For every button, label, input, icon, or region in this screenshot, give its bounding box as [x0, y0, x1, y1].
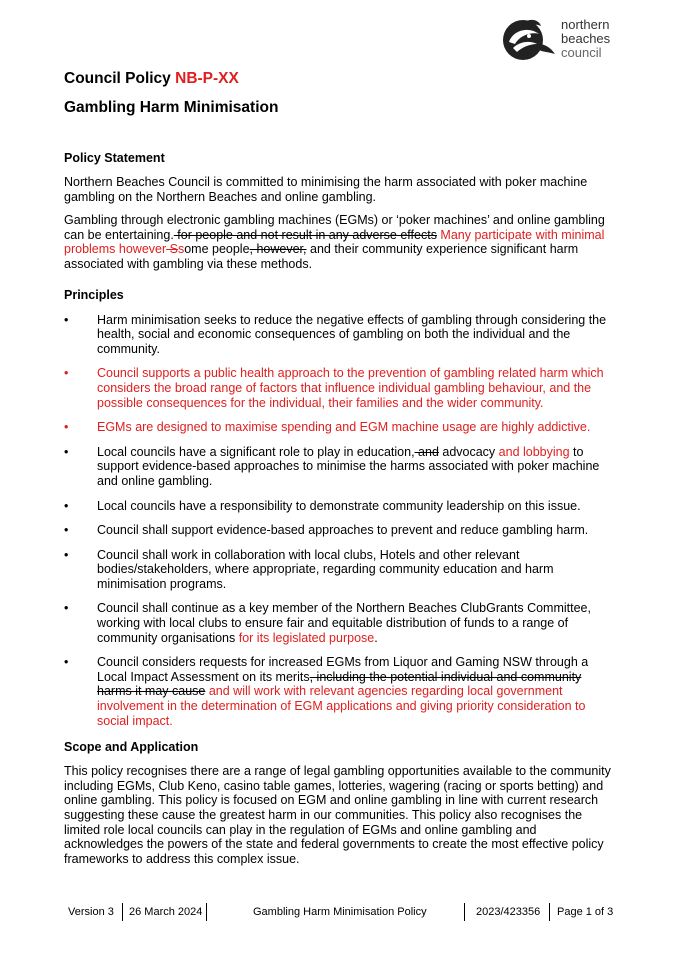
p2-deleted-3: , however,: [249, 242, 307, 257]
bullet-dot-icon: •: [64, 366, 69, 381]
policy-statement-p1: Northern Beaches Council is committed to minimising the harm associated with poker machine gambling on the Northern Beaches and online gambling.: [64, 175, 588, 204]
principle-5: Local councils have a responsibility to demonstrate community leadership on this issue.: [97, 498, 581, 513]
list-item: [64, 420, 612, 435]
bullet-dot-icon: •: [64, 444, 69, 459]
principle-4b: advocacy: [438, 444, 496, 459]
principle-8b: .: [374, 630, 378, 645]
footer-divider: [549, 903, 550, 921]
footer-divider: [122, 903, 123, 921]
principle-4-deleted: and: [414, 444, 439, 459]
principle-4-inserted: and lobbying: [495, 444, 570, 459]
bullet-dot-icon: •: [64, 420, 69, 435]
list-item: [64, 445, 612, 489]
list-item: [64, 313, 612, 357]
principle-7: Council shall work in collaboration with local clubs, Hotels and other relevant bodies/stakeholders, where appropriate, regarding community education and harm minimisation programs.: [97, 547, 554, 591]
principle-1: Harm minimisation seeks to reduce the negative effects of gambling through considering the health, social and economic consequences of gambling on both the individual and the community.: [97, 312, 607, 356]
list-item: [64, 601, 612, 645]
principle-9-deleted: , including the potential individual and community harms it may cause: [97, 669, 582, 699]
principle-4a: Local councils have a significant role to play in education,: [97, 444, 415, 459]
logo-wordmark: [561, 18, 610, 60]
logo-line-3: council: [561, 45, 602, 60]
p2-text-a: Gambling through electronic gambling machines (EGMs) or ‘poker machines’ and online gambling can be entertaining.: [64, 213, 605, 242]
p2-deleted-2: S: [166, 242, 178, 257]
footer-doc-title: Gambling Harm Minimisation Policy: [253, 906, 427, 918]
policy-subtitle: Gambling Harm Minimisation: [64, 99, 279, 116]
bullet-dot-icon: •: [64, 523, 69, 538]
bullet-dot-icon: •: [64, 601, 69, 616]
p2-inserted-2: s: [177, 242, 185, 257]
bullet-dot-icon: •: [64, 498, 69, 513]
page-title: [64, 70, 612, 88]
footer-divider: [464, 903, 465, 921]
principles-heading: Principles: [64, 287, 124, 302]
principle-2: Council supports a public health approach to the prevention of gambling related harm which considers the broad range of factors that influence individual gambling behaviour, and the possible consequences for the individual, their families and the wider community.: [97, 366, 604, 410]
principles-list: [64, 313, 612, 729]
logo-line-1: northern: [561, 17, 610, 32]
list-item: [64, 523, 612, 538]
list-item: [64, 366, 612, 410]
bullet-dot-icon: •: [64, 547, 69, 562]
title-prefix: Council Policy: [64, 70, 171, 87]
p2-inserted-1: Many participate with minimal problems however: [64, 227, 605, 257]
principle-8-inserted: for its legislated purpose: [235, 630, 375, 645]
p2-text-c: and their community experience significant harm associated with gambling via these methods.: [64, 242, 579, 271]
footer-page: Page 1 of 3: [557, 906, 614, 918]
footer-ref: 2023/423356: [476, 906, 541, 918]
bullet-dot-icon: •: [64, 655, 69, 670]
principle-9-inserted: and will work with relevant agencies regarding local government involvement in the determination of EGM applications and giving priority consideration to social impact.: [97, 684, 586, 728]
footer-divider: [206, 903, 207, 921]
footer-date: 26 March 2024: [129, 906, 203, 918]
principle-8a: Council shall continue as a key member of the Northern Beaches ClubGrants Committee, working with local clubs to ensure fair and equitable distribution of funds to a range of community organisations: [97, 601, 591, 645]
policy-statement-p2: [64, 213, 612, 271]
list-item: [64, 499, 612, 514]
p2-text-b: ome people: [184, 242, 250, 257]
scope-heading: Scope and Application: [64, 740, 199, 755]
nb-council-logo-icon: [499, 14, 557, 64]
council-logo: [499, 14, 659, 66]
principle-6: Council shall support evidence-based approaches to prevent and reduce gambling harm.: [97, 523, 589, 538]
page-footer: [64, 903, 624, 923]
document-body: [64, 70, 612, 866]
principle-4c: to support evidence-based approaches to minimise the harms associated with poker machine and online gambling.: [97, 444, 600, 488]
bullet-dot-icon: •: [64, 312, 69, 327]
footer-version: Version 3: [68, 906, 114, 918]
policy-statement-heading: Policy Statement: [64, 151, 165, 165]
logo-line-2: beaches: [561, 31, 611, 46]
p2-deleted-1: for people and not result in any adverse effects: [173, 227, 437, 242]
principle-3: EGMs are designed to maximise spending and EGM machine usage are highly addictive.: [97, 420, 591, 435]
list-item: [64, 655, 612, 728]
principle-9a: Council considers requests for increased EGMs from Liquor and Gaming NSW through a Local Impact Assessment on its merits: [97, 655, 589, 684]
list-item: [64, 548, 612, 592]
scope-paragraph: This policy recognises there are a range of legal gambling opportunities available to the community including EGMs, Club Keno, casino table games, lotteries, wagering (racing or sports betting) and online gambling. This policy is focused on EGM and online gambling in line with current research suggesting these cause the greatest harm in our communities. This policy also recognises the limited role local councils can play in the regulation of EGMs and online gambling and acknowledges the powers of the state and federal governments to create the most effective policy frameworks to address this complex issue.: [64, 764, 611, 866]
policy-code: NB-P-XX: [175, 70, 239, 87]
